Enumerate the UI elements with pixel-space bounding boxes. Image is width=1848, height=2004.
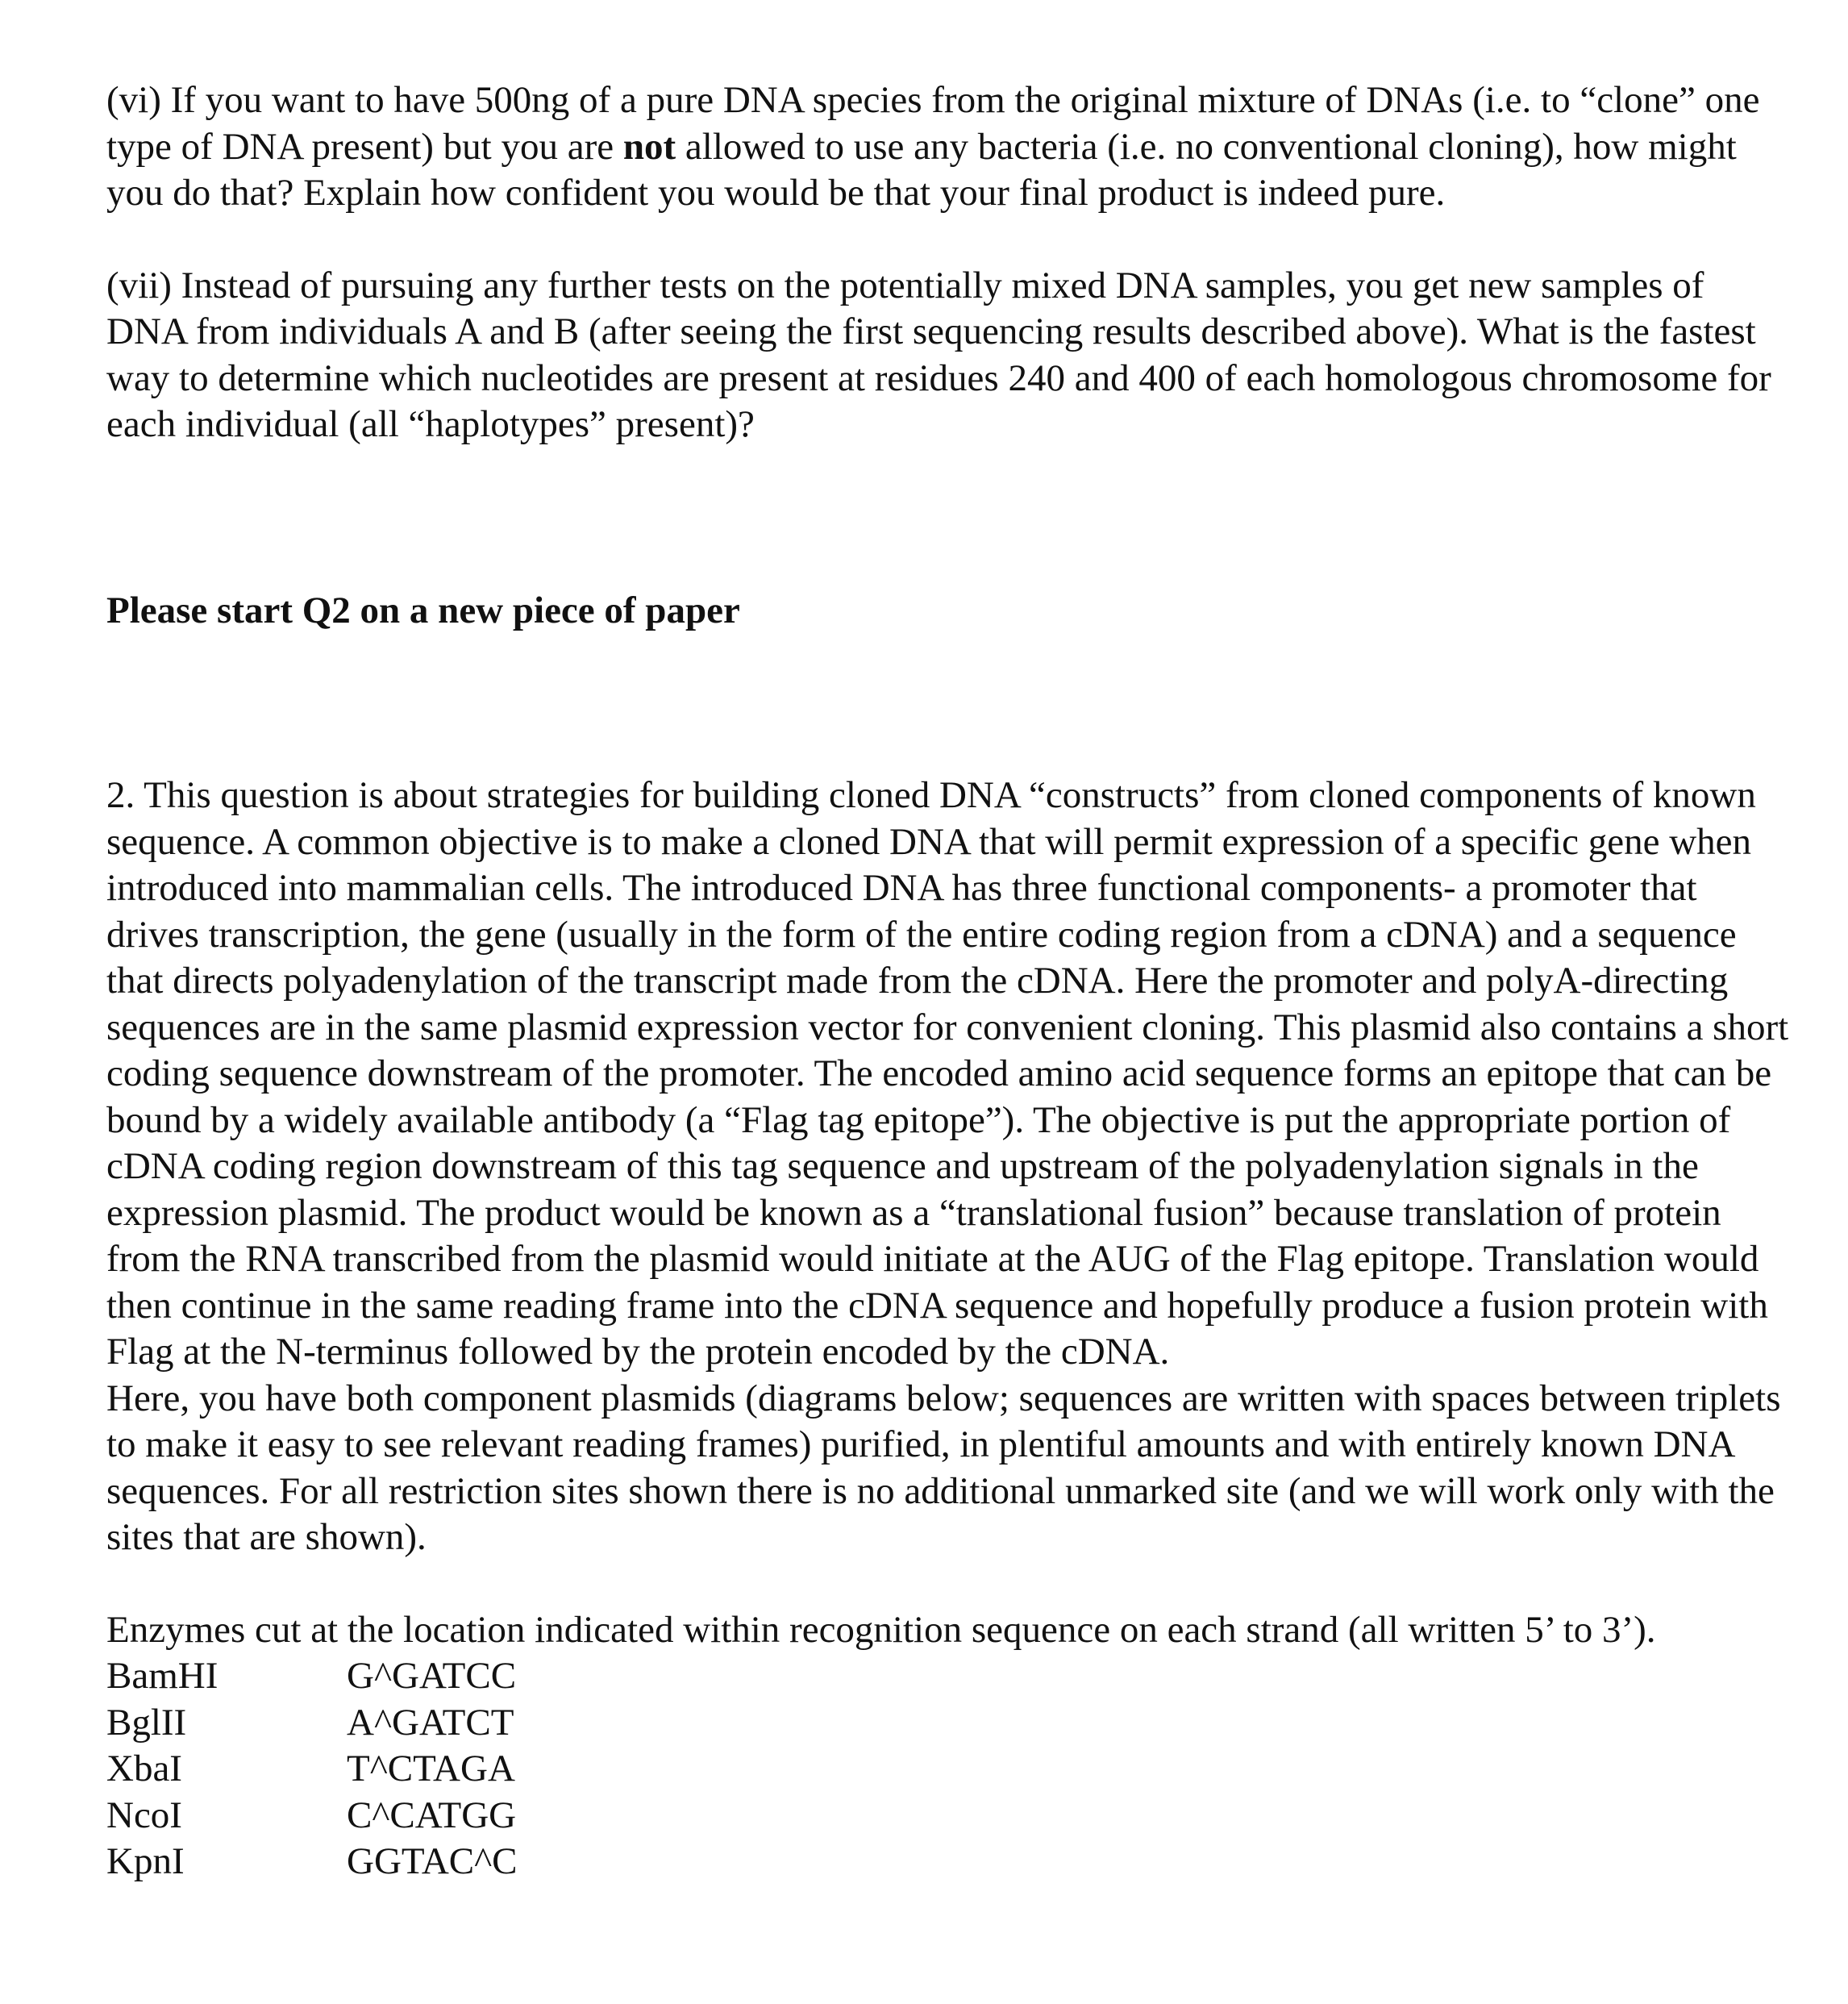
question-vi-text-start: (vi) If you want to have 500ng of a pure DNA species from the original mixture of DNAs (i.e. to “clone” one type of DNA present) but you are xyxy=(106,79,1760,168)
enzyme-name: BglII xyxy=(106,1701,187,1744)
enzyme-row-bamhi xyxy=(106,1653,1792,1700)
enzyme-row-bglii xyxy=(106,1700,1792,1747)
enzyme-list xyxy=(106,1653,1792,1885)
new-page-notice: Please start Q2 on a new piece of paper xyxy=(106,589,740,631)
question-vii-paragraph: (vii) Instead of pursuing any further tests on the potentially mixed DNA samples, you get new samples of DNA from individuals A and B (after seeing the first sequencing results described above). What is the fastest way to determine which nucleotides are present at residues 240 and 400 of each homologous chromosome for each individual (all “haplotypes” present)? xyxy=(106,264,1771,445)
enzyme-row-kpni xyxy=(106,1839,1792,1885)
question-vi-emphasis: not xyxy=(622,125,676,168)
question-2-intro-paragraph: 2. This question is about strategies for building cloned DNA “constructs” from cloned components of known sequence. A common objective is to make a cloned DNA that will permit expression of a specific gene when introduced into mammalian cells. The introduced DNA has three functional components- a promoter that drives transcription, the gene (usually in the form of the entire coding region from a cDNA) and a sequence that directs polyadenylation of the transcript made from the cDNA. Here the promoter and polyA-directing sequences are in the same plasmid expression vector for convenient cloning. This plasmid also contains a short coding sequence downstream of the promoter. The encoded amino acid sequence forms an epitope that can be bound by a widely available antibody (a “Flag tag epitope”). The objective is put the appropriate portion of cDNA coding region downstream of this tag sequence and upstream of the polyadenylation signals in the expression plasmid. The product would be known as a “translational fusion” because translation of protein from the RNA transcribed from the plasmid would initiate at the AUG of the Flag epitope. Translation would then continue in the same reading frame into the cDNA sequence and hopefully produce a fusion protein with Flag at the N-terminus followed by the protein encoded by the cDNA. xyxy=(106,774,1789,1373)
enzyme-row-xbai xyxy=(106,1746,1792,1793)
question-vi-text-end: allowed to use any bacteria (i.e. no conventional cloning), how might you do that? Explain how confident you would be that your final product is indeed pure. xyxy=(106,125,1737,214)
enzyme-recognition-site: A^GATCT xyxy=(347,1701,514,1744)
enzyme-name: KpnI xyxy=(106,1840,185,1882)
spacer xyxy=(106,1561,1792,1607)
enzymes-intro: Enzymes cut at the location indicated within recognition sequence on each strand (all written 5’ to 3’). xyxy=(106,1608,1656,1651)
enzyme-name: BamHI xyxy=(106,1655,219,1697)
enzyme-name: XbaI xyxy=(106,1748,182,1789)
enzyme-recognition-site: G^GATCC xyxy=(347,1655,517,1697)
enzyme-row-ncoi xyxy=(106,1793,1792,1839)
enzyme-recognition-site: GGTAC^C xyxy=(347,1840,518,1882)
enzyme-recognition-site: T^CTAGA xyxy=(347,1748,515,1789)
spacer xyxy=(106,448,1792,588)
question-2-continuation-paragraph: Here, you have both component plasmids (diagrams below; sequences are written with spaces between triplets to make it easy to see relevant reading frames) purified, in plentiful amounts and with entirely known DNA sequences. For all restriction sites shown there is no additional unmarked site (and we will work only with the sites that are shown). xyxy=(106,1377,1781,1558)
document-page xyxy=(106,77,1792,1885)
question-vi-paragraph xyxy=(106,77,1792,217)
enzyme-recognition-site: C^CATGG xyxy=(347,1794,517,1836)
spacer xyxy=(106,217,1792,263)
enzyme-name: NcoI xyxy=(106,1794,182,1836)
spacer xyxy=(106,634,1792,773)
